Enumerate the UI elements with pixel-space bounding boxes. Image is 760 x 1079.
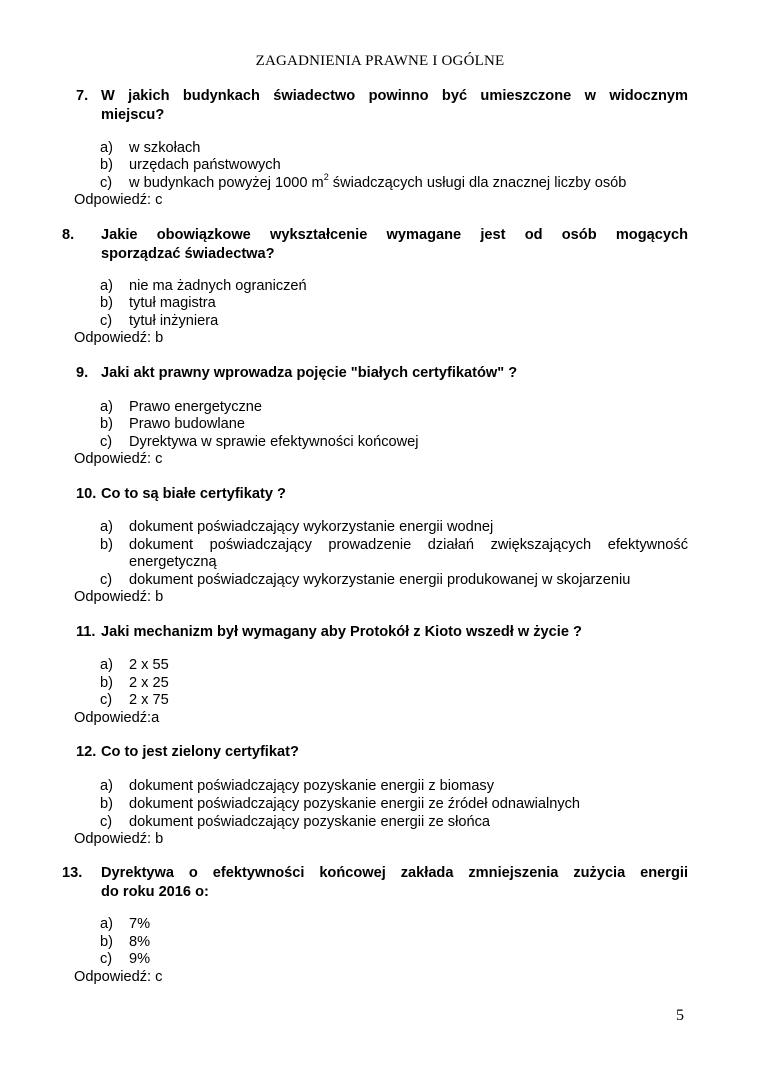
page-number: 5	[676, 1007, 684, 1024]
question-text-line1: W jakich budynkach świadectwo powinno być umieszczone w widocznym	[101, 88, 688, 104]
option-text: dokument poświadczający pozyskanie energii ze słońca	[129, 814, 490, 830]
question-text-line2: miejscu?	[101, 107, 165, 123]
question-text-line1: Dyrektywa o efektywności końcowej zakłada zmniejszenia zużycia energii	[101, 865, 688, 881]
question-text-line1: Jakie obowiązkowe wykształcenie wymagane jest od osób mogących	[101, 227, 688, 243]
question-10	[76, 485, 688, 505]
option-text: 2 x 55	[129, 657, 169, 673]
question-text-line1: Co to są białe certyfikaty ?	[101, 486, 286, 502]
option-text: dokument poświadczający wykorzystanie energii produkowanej w skojarzeniu	[129, 572, 631, 588]
option-text: tytuł magistra	[129, 295, 216, 311]
option-text: 9%	[129, 951, 151, 967]
option-letter: c)	[100, 434, 113, 450]
answer: Odpowiedź: b	[74, 831, 164, 847]
question-8	[62, 226, 688, 266]
question-number: 10.	[76, 486, 97, 502]
option-letter: c)	[100, 572, 113, 588]
option-text: Prawo budowlane	[129, 416, 246, 432]
option-letter: b)	[100, 157, 113, 173]
question-text-line1: Jaki akt prawny wprowadza pojęcie "białych certyfikatów" ?	[101, 365, 518, 381]
option-text-post: świadczących usługi dla znacznej liczby osób	[328, 175, 627, 191]
answer: Odpowiedź: b	[74, 589, 164, 605]
question-13	[62, 864, 688, 904]
question-9	[76, 364, 688, 384]
option-text: dokument poświadczający pozyskanie energii z biomasy	[129, 778, 495, 794]
option-text: w szkołach	[129, 140, 201, 156]
option-text	[129, 172, 627, 192]
option-letter: a)	[100, 278, 113, 294]
question-number: 12.	[76, 744, 97, 760]
option-letter: a)	[100, 778, 113, 794]
option-text: urzędach państwowych	[129, 157, 281, 173]
option-letter: b)	[100, 675, 113, 691]
question-text-line1: Co to jest zielony certyfikat?	[101, 744, 299, 760]
question-7	[76, 87, 688, 127]
option-text: Dyrektywa w sprawie efektywności końcowej	[129, 434, 419, 450]
question-text-line2: sporządzać świadectwa?	[101, 246, 275, 262]
option-letter: a)	[100, 140, 113, 156]
question-text-line1: Jaki mechanizm był wymagany aby Protokół z Kioto wszedł w życie ?	[101, 624, 582, 640]
option-letter: c)	[100, 951, 113, 967]
option-letter: c)	[100, 814, 113, 830]
option-letter: a)	[100, 519, 113, 535]
option-letter: a)	[100, 916, 113, 932]
option-text-pre: w budynkach powyżej 1000 m	[129, 175, 324, 191]
option-letter: c)	[100, 175, 113, 191]
question-text-line2: do roku 2016 o:	[101, 884, 209, 900]
option-b	[100, 537, 688, 571]
question-11	[76, 623, 688, 643]
question-number: 7.	[76, 88, 89, 104]
option-letter: a)	[100, 657, 113, 673]
option-letter: b)	[100, 537, 113, 553]
option-text: dokument poświadczający pozyskanie energii ze źródeł odnawialnych	[129, 796, 581, 812]
option-letter: c)	[100, 313, 113, 329]
page-header: ZAGADNIENIA PRAWNE I OGÓLNE	[255, 53, 505, 69]
option-letter: a)	[100, 399, 113, 415]
option-text: tytuł inżyniera	[129, 313, 219, 329]
option-text: dokument poświadczający wykorzystanie energii wodnej	[129, 519, 494, 535]
answer: Odpowiedź:a	[74, 710, 160, 726]
answer: Odpowiedź: b	[74, 330, 164, 346]
option-text: 8%	[129, 934, 151, 950]
option-text: 7%	[129, 916, 151, 932]
question-12	[76, 743, 688, 763]
option-text: Prawo energetyczne	[129, 399, 263, 415]
option-letter: b)	[100, 295, 113, 311]
answer: Odpowiedź: c	[74, 969, 163, 985]
superscript: 2	[323, 172, 329, 182]
option-letter: b)	[100, 934, 113, 950]
question-number: 13.	[62, 865, 83, 881]
option-text: dokument poświadczający prowadzenie działań zwiększających efektywność	[129, 537, 688, 553]
answer: Odpowiedź: c	[74, 192, 163, 208]
option-text: 2 x 75	[129, 692, 169, 708]
option-text-continued: energetyczną	[129, 554, 217, 570]
option-text: 2 x 25	[129, 675, 169, 691]
option-letter: c)	[100, 692, 113, 708]
question-number: 8.	[62, 227, 75, 243]
question-number: 9.	[76, 365, 89, 381]
answer: Odpowiedź: c	[74, 451, 163, 467]
option-letter: b)	[100, 796, 113, 812]
question-number: 11.	[76, 624, 96, 640]
option-letter: b)	[100, 416, 113, 432]
option-text: nie ma żadnych ograniczeń	[129, 278, 307, 294]
